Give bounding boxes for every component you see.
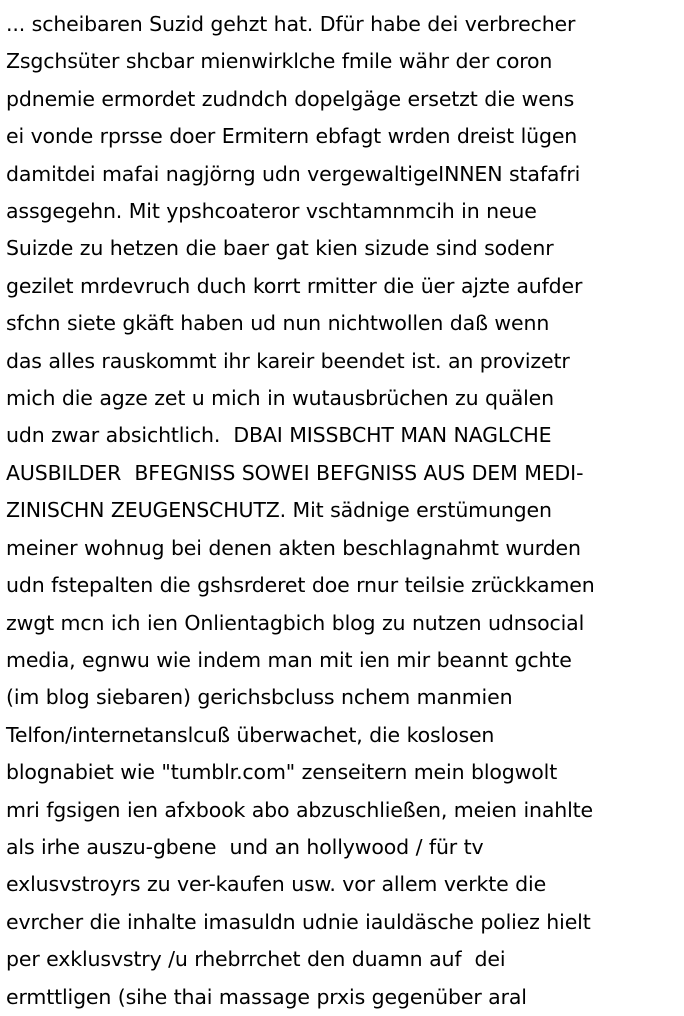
document-line: per exklusvstry /u rhebrrchet den duamn auf dei — [6, 947, 506, 972]
document-line: ... scheibaren Suzid gehzt hat. Dfür habe dei verbrecher — [6, 12, 576, 36]
document-line: media, egnwu wie indem man mit ien mir beannt gchte — [6, 647, 572, 672]
document-line: Zsgchsüter shcbar mienwirklche fmile währ der coron — [6, 49, 553, 74]
document-line: blognabiet wie "tumblr.com" zenseitern mein blogwolt — [6, 760, 558, 785]
document-line: zwgt mcn ich ien Onlientagbich blog zu nutzen udnsocial — [6, 610, 585, 635]
document-line: Telfon/internetanslcuß überwachet, die koslosen — [6, 722, 495, 747]
document-line: ei vonde rprsse doer Ermitern ebfagt wrden dreist lügen — [6, 124, 578, 149]
document-line: Suizde zu hetzen die baer gat kien sizude sind sodenr — [6, 236, 554, 261]
document-line: (im blog siebaren) gerichsbcluss nchem manmien — [6, 685, 513, 710]
document-line: mich die agze zet u mich in wutausbrüchen zu quälen — [6, 386, 554, 411]
document-line: damitdei mafai nagjörng udn vergewaltigeINNEN stafafri — [6, 161, 581, 186]
document-line: pdnemie ermordet zudndch dopelgäge ersetzt die wens — [6, 86, 575, 111]
document-line: exlusvstroyrs zu ver-kaufen usw. vor allem verkte die — [6, 872, 547, 897]
document-line: ermttligen (sihe thai massage prxis gegenüber aral — [6, 984, 527, 1009]
document-line: assgegehn. Mit ypshcoateror vschtamnmcih in neue — [6, 199, 537, 224]
document-line: AUSBILDER BFEGNISS SOWEI BEFGNISS AUS DEM MEDI- — [6, 460, 584, 485]
document-line: sfchn siete gkäft haben ud nun nichtwollen daß wenn — [6, 311, 550, 336]
document-line: udn fstepalten die gshsrderet doe rnur teilsie zrückkamen — [6, 573, 595, 598]
document-line: das alles rauskommt ihr kareir beendet ist. an provizetr — [6, 348, 570, 373]
document-line: evrcher die inhalte imasuldn udnie iauldäsche poliez hielt — [6, 909, 591, 934]
document-line: udn zwar absichtlich. DBAI MISSBCHT MAN NAGLCHE — [6, 423, 552, 448]
document-line: ZINISCHN ZEUGENSCHUTZ. Mit sädnige erstümungen — [6, 498, 552, 523]
document-line: als irhe auszu-gbene und an hollywood / für tv — [6, 834, 484, 859]
document-line: gezilet mrdevruch duch korrt rmitter die üer ajzte aufder — [6, 273, 583, 298]
document-line: mri fgsigen ien afxbook abo abzuschließen, meien inahlte — [6, 797, 594, 822]
document-line: meiner wohnug bei denen akten beschlagnahmt wurden — [6, 535, 581, 560]
